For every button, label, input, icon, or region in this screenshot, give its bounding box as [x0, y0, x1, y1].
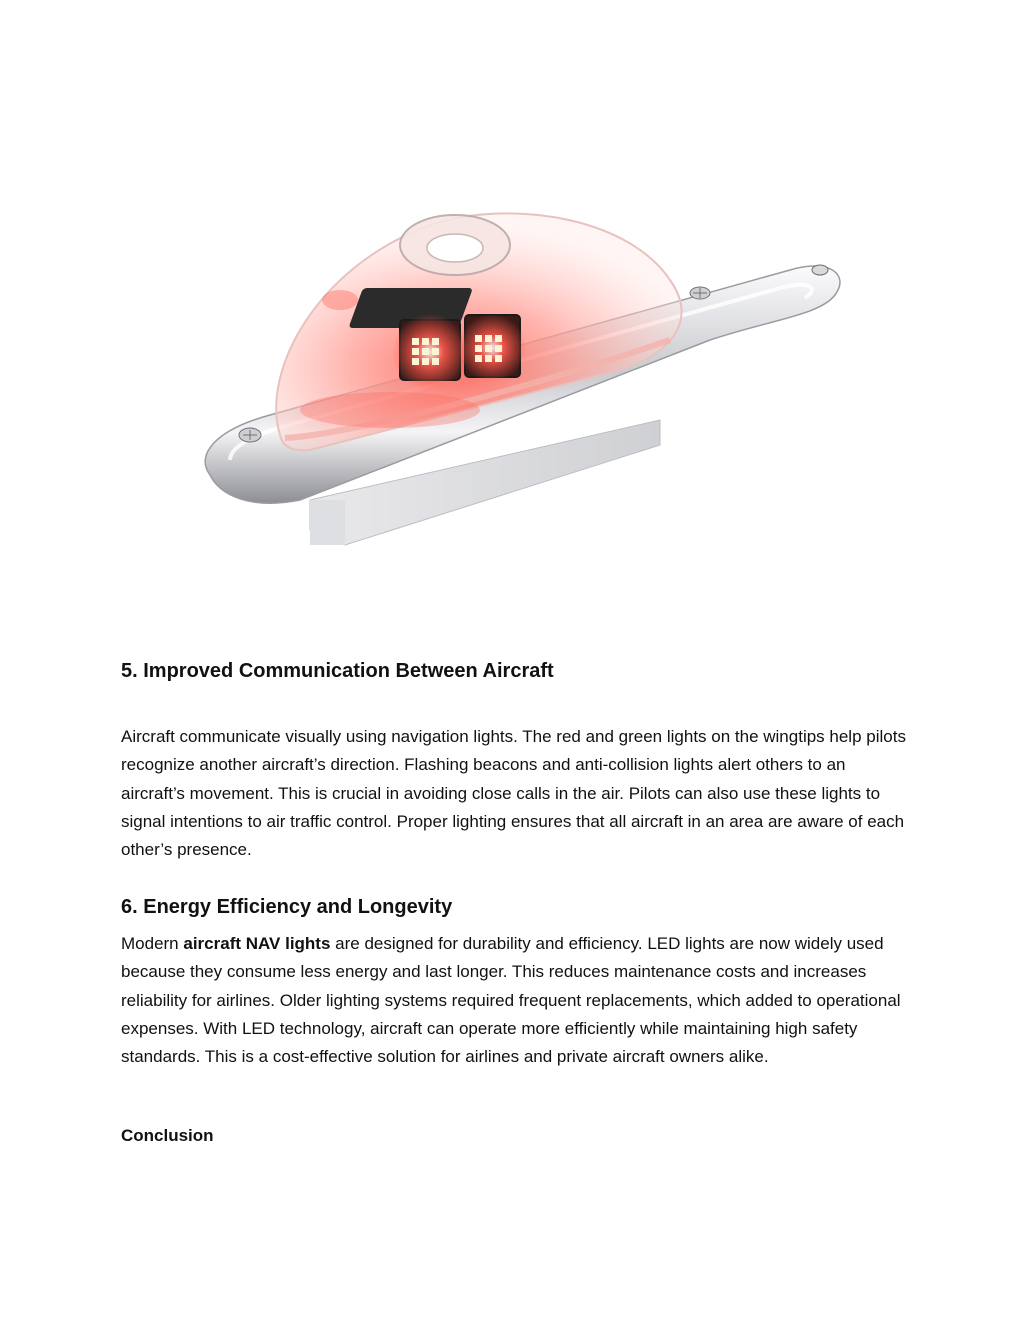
conclusion-heading: Conclusion: [121, 1126, 214, 1145]
screw-tip: [812, 265, 828, 275]
nav-lights-link-text: aircraft NAV lights: [183, 934, 331, 953]
nav-light-illustration: [190, 200, 850, 550]
mount-block-front: [310, 500, 345, 545]
section-6-heading: 6. Energy Efficiency and Longevity: [121, 896, 453, 918]
section-6-body-suffix: are designed for durability and efficiency. LED lights are now widely used because they consume less energy and last longer. This reduces maintenance costs and increases reliability for airlines. Older lighting systems required frequent replacements, which added to operational expenses. With LED technology, aircraft can operate more efficiently while maintaining high safety standards. This is a cost-effective solution for airlines and private aircraft owners alike.: [121, 934, 901, 1067]
section-5-body: Aircraft communicate visually using navigation lights. The red and green lights on the wingtips help pilots recognize another aircraft’s direction. Flashing beacons and anti-collision lights alert others to an aircraft’s movement. This is crucial in avoiding close calls in the air. Pilots can also use these lights to signal intentions to air traffic control. Proper lighting ensures that all aircraft in an area are aware of each other’s presence.: [121, 727, 906, 860]
screw-left: [239, 428, 261, 442]
nav-light-image: [190, 200, 850, 550]
section-5-heading: 5. Improved Communication Between Aircraft: [121, 660, 554, 682]
section-6-body-prefix: Modern: [121, 934, 184, 953]
section-6-body: [121, 930, 911, 1071]
screw-right: [690, 287, 710, 299]
glow-reflection: [300, 392, 480, 428]
